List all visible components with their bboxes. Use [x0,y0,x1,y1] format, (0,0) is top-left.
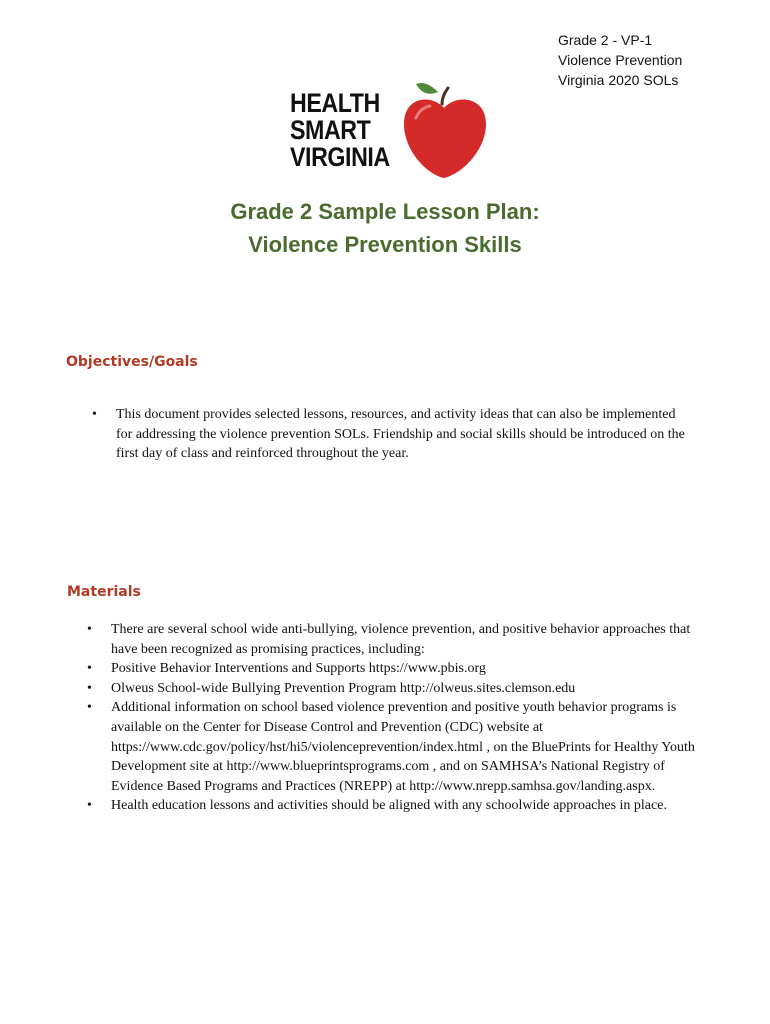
topic-label: Violence Prevention [558,52,683,68]
materials-list [84,620,714,816]
list-item: • This document provides selected lessons, resources, and activity ideas that can also be implemented for addressing the violence prevention SOLs. Friendship and social skills should be introduced on the first day of class and reinforced throughout the year. [89,405,689,464]
list-item: • Additional information on school based violence prevention and positive youth behavior programs is available on the Center for Disease Control and Prevention (CDC) website at https://www.cdc.gov/policy/hst/hi5/violenceprevention/index.html , on the BluePrints for Healthy Youth Development site at http://www.blueprintsprograms.com , and on SAMHSA’s National Registry of Evidence Based Programs and Practices (NREPP) at http://www.nrepp.samhsa.gov/landing.aspx. [84,698,714,796]
list-item: • Positive Behavior Interventions and Supports https://www.pbis.org [84,659,714,679]
logo-wordmark: HEALTH SMART VIRGINIA [290,88,390,172]
list-item: • There are several school wide anti-bullying, violence prevention, and positive behavior approaches that have been recognized as promising practices, including: [84,620,714,659]
apple-icon [398,78,490,182]
health-smart-virginia-logo [290,78,490,182]
list-item: • Olweus School-wide Bullying Prevention Program http://olweus.sites.clemson.edu [84,679,714,699]
page-title: Grade 2 Sample Lesson Plan: Violence Prevention Skills [230,199,540,257]
objectives-list [89,405,689,464]
document-header-info [558,30,682,90]
objectives-heading: Objectives/Goals [66,354,198,370]
materials-heading: Materials [67,584,141,600]
list-item: • Health education lessons and activities should be aligned with any schoolwide approaches in place. [84,796,714,816]
grade-code: Grade 2 - VP-1 [558,32,653,48]
standards-label: Virginia 2020 SOLs [558,72,679,88]
